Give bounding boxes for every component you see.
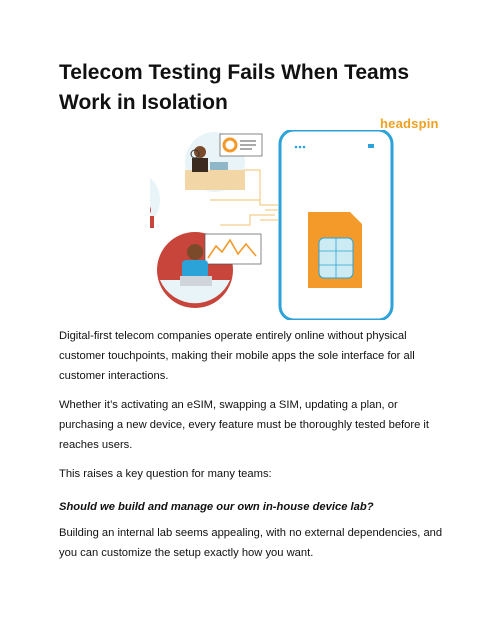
paragraph-question-lead: This raises a key question for many teams: bbox=[59, 468, 272, 480]
question-heading: Should we build and manage our own in-house device lab? bbox=[59, 501, 374, 513]
hero-illustration bbox=[150, 130, 450, 320]
developer-scene bbox=[157, 232, 261, 308]
paragraph-intro: Digital-first telecom companies operate entirely online without physical customer touchpoints, making their mobile apps the sole interface for all customer interactions. bbox=[59, 330, 415, 382]
line-chart-icon bbox=[205, 234, 261, 264]
brand-logo: headspin bbox=[380, 116, 439, 131]
paragraph-testing: Whether it’s activating an eSIM, swapping a SIM, updating a plan, or purchasing a new device, every feature must be thoroughly tested before it reaches users. bbox=[59, 399, 430, 451]
analyst-scene-left bbox=[150, 170, 160, 230]
paragraph-internal-lab: Building an internal lab seems appealing, with no external dependencies, and you can customize the setup exactly how you want. bbox=[59, 527, 443, 559]
analyst-scene-top bbox=[185, 132, 262, 192]
sim-card-icon bbox=[308, 212, 362, 288]
donut-chart-icon bbox=[220, 134, 262, 156]
page-title: Telecom Testing Fails When Teams Work in Isolation bbox=[59, 61, 410, 114]
